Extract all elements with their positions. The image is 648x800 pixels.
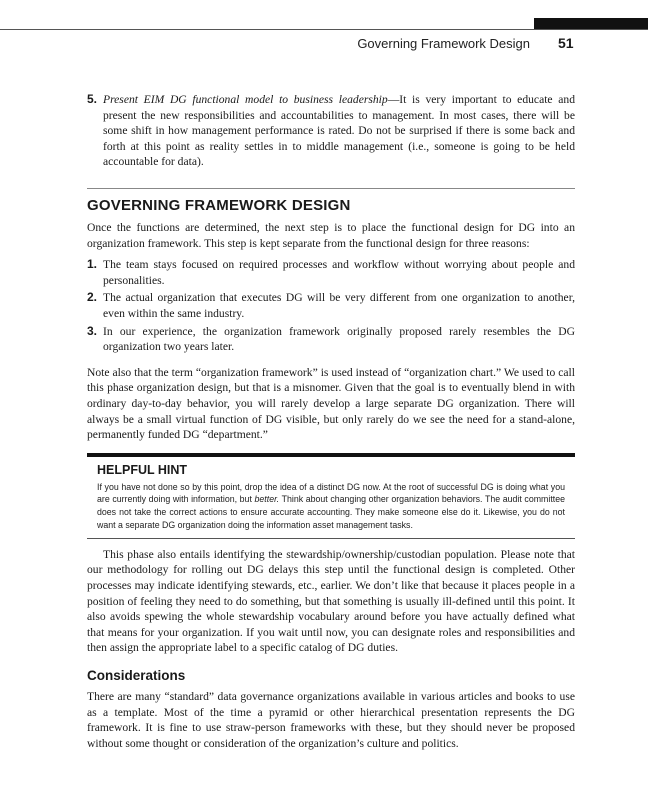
hint-emphasis: better. (254, 494, 280, 505)
reason-text: The actual organization that executes DG will be very different from one organization to another, even within the same industry. (103, 291, 575, 320)
reason-number: 2. (87, 290, 98, 305)
item-text (103, 92, 575, 170)
hint-text: If you have not done so by this point, drop the idea of a distinct DG now. At the root of successful DG is doing what you are currently doing with information, but better. Think about changing other organization behaviors. The audit committee does not take the correct actions to ensure accurate accounting. They make someone else do it. Likewise, you do not want a separate DG organization doing the information asset management tasks. (97, 481, 565, 531)
reason-number: 3. (87, 323, 98, 338)
considerations-paragraph: There are many “standard” data governance organizations available in various articles and books to use as a template. Most of the time a pyramid or other hierarchical presentation represents the DG framework. It is fine to use straw-person frameworks with these, but they should never be proposed without some thought or consideration of the organization’s culture and politics. (87, 690, 575, 750)
header-rule (0, 29, 648, 30)
note-paragraph: Note also that the term “organization framework” is used instead of “organization chart.” We used to call this phase organization design, but that is a misnomer. Given that the goal is to eventually blend in with ordinary day-to-day behavior, you will rarely develop a large separate DG organization. There will always be a small virtual function of DG visible, but only rarely do we see the need for a stand-alone, permanently funded DG “department.” (87, 365, 575, 442)
item-title: Present EIM DG functional model to business leadership (103, 93, 388, 106)
list-item-5 (87, 92, 575, 170)
section-intro: Once the functions are determined, the next step is to place the functional design for DG into an organization framework. This step is kept separate from the functional design for three reasons: (87, 220, 575, 250)
section-heading: GOVERNING FRAMEWORK DESIGN (87, 196, 351, 214)
item-number: 5. (87, 92, 98, 106)
reason-text: In our experience, the organization framework originally proposed rarely resembles the DG organization two years later. (103, 324, 575, 354)
page-number: 51 (558, 35, 574, 51)
page-content (87, 92, 575, 751)
considerations-heading: Considerations (87, 668, 186, 684)
phase-paragraph: This phase also entails identifying the stewardship/ownership/custodian population. Please note that our methodology for rolling out DG delays this step until the functional design is completed. Other processes may indicate identifying stewards, etc., earlier. We don’t like that because it places people in a position of feeling they need to do something, but that something is usually ill-defined until this point. It also avoids spewing the whole stewardship vocabulary around before you have actually defined what that means for your organization. If you wait until now, you can designate roles and responsibilities and then assign the appropriate label to a specific catalog of DG duties. (87, 547, 575, 655)
helpful-hint-box (87, 453, 575, 539)
reason-text: The team stays focused on required processes and workflow without worrying about people and personalities. (103, 258, 575, 287)
reason-item (87, 290, 575, 321)
reason-item (87, 324, 575, 355)
running-title: Governing Framework Design (357, 36, 530, 51)
item-body: —It is very important to educate and present the new responsibilities and accountabilities to management. In most cases, there will be some shift in how management performance is rated. Do not be surprised if there is some back and forth at this point as reality settles in to middle management (i.e., someone is going to be held accountable for data). (103, 93, 575, 169)
reason-item (87, 257, 575, 288)
reason-number: 1. (87, 257, 98, 272)
section-divider (87, 188, 575, 189)
hint-title: HELPFUL HINT (97, 462, 188, 477)
